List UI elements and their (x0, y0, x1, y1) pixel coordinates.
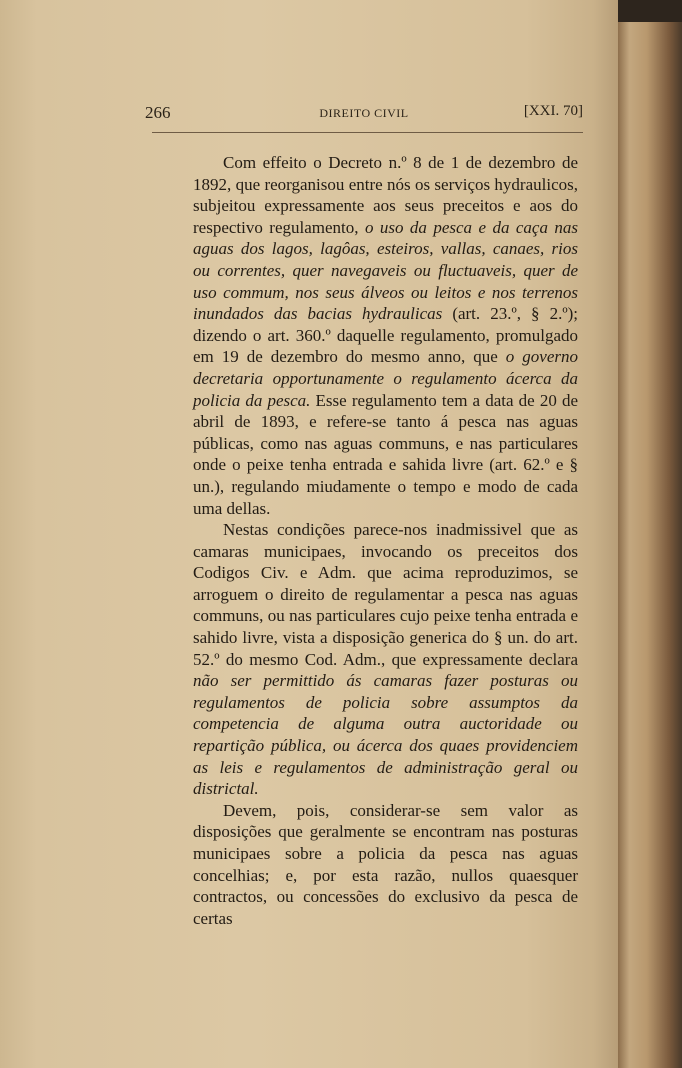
running-title: DIREITO CIVIL (319, 106, 409, 120)
paragraph-3 (193, 800, 578, 930)
background-gap (618, 0, 682, 22)
text-segment-italic: o governo decretaria opportunamente o regulamento ácerca da policia da pesca. (193, 347, 578, 410)
text-segment: Com effeito o Decreto n.º 8 de 1 de dezembro de 1892, que reorganisou entre nós os serviços hydraulicos, subjeitou expressamente aos seus preceitos e aos do respectivo regulamento, (193, 153, 578, 237)
text-segment: Devem, pois, considerar-se sem valor as disposições que geralmente se encontram nas posturas municipaes sobre a policia da pesca nas aguas concelhias; e, por esta razão, nullos quaesquer contractos, ou concessões do exclusivo da pesca de certas (193, 800, 578, 928)
section-reference: [XXI. 70] (523, 103, 583, 119)
page-header (145, 103, 583, 125)
text-segment: (art. 23.º, § 2.º); dizendo o art. 360.º daquelle regulamento, promulgado em 19 de dezembro do mesmo anno, que (193, 304, 578, 367)
next-page-edge (618, 0, 682, 1068)
text-segment: Nestas condições parece-nos inadmissivel que as camaras municipaes, invocando os preceitos dos Codigos Civ. e Adm. que acima reproduzimos, se arroguem o direito de regulamentar a pesca nas aguas communs, ou nas particulares cujo peixe tenha entrada e sahido livre, vista a disposição generica do § un. do art. 52.º do mesmo Cod. Adm., que expressamente declara (193, 520, 578, 669)
text-segment-italic: não ser permittido ás camaras fazer posturas ou regulamentos de policia sobre assumptos da competencia de alguma outra auctoridade ou repartição pública, ou ácerca dos quaes providenciem as leis e regulamentos de administração geral ou districtal. (193, 671, 578, 799)
page-number: 266 (145, 103, 171, 122)
header-rule (152, 132, 583, 133)
paragraph-2 (193, 519, 578, 800)
paragraph-1 (193, 152, 578, 519)
body-text (193, 152, 578, 929)
text-segment-italic: o uso da pesca e da caça nas aguas dos lagos, lagôas, esteiros, vallas, canaes, rios ou correntes, quer navegaveis ou fluctuaveis, quer de uso commum, nos seus álveos ou leitos e nos terrenos inundados das bacias hydraulicas (193, 217, 579, 324)
text-segment: Esse regulamento tem a data de 20 de abril de 1893, e refere-se tanto á pesca nas aguas públicas, como nas aguas communs, e nas particulares onde o peixe tenha entrada e sahida livre (art. 62.º e § un.), regulando miudamente o tempo e modo de cada uma dellas. (193, 390, 578, 518)
